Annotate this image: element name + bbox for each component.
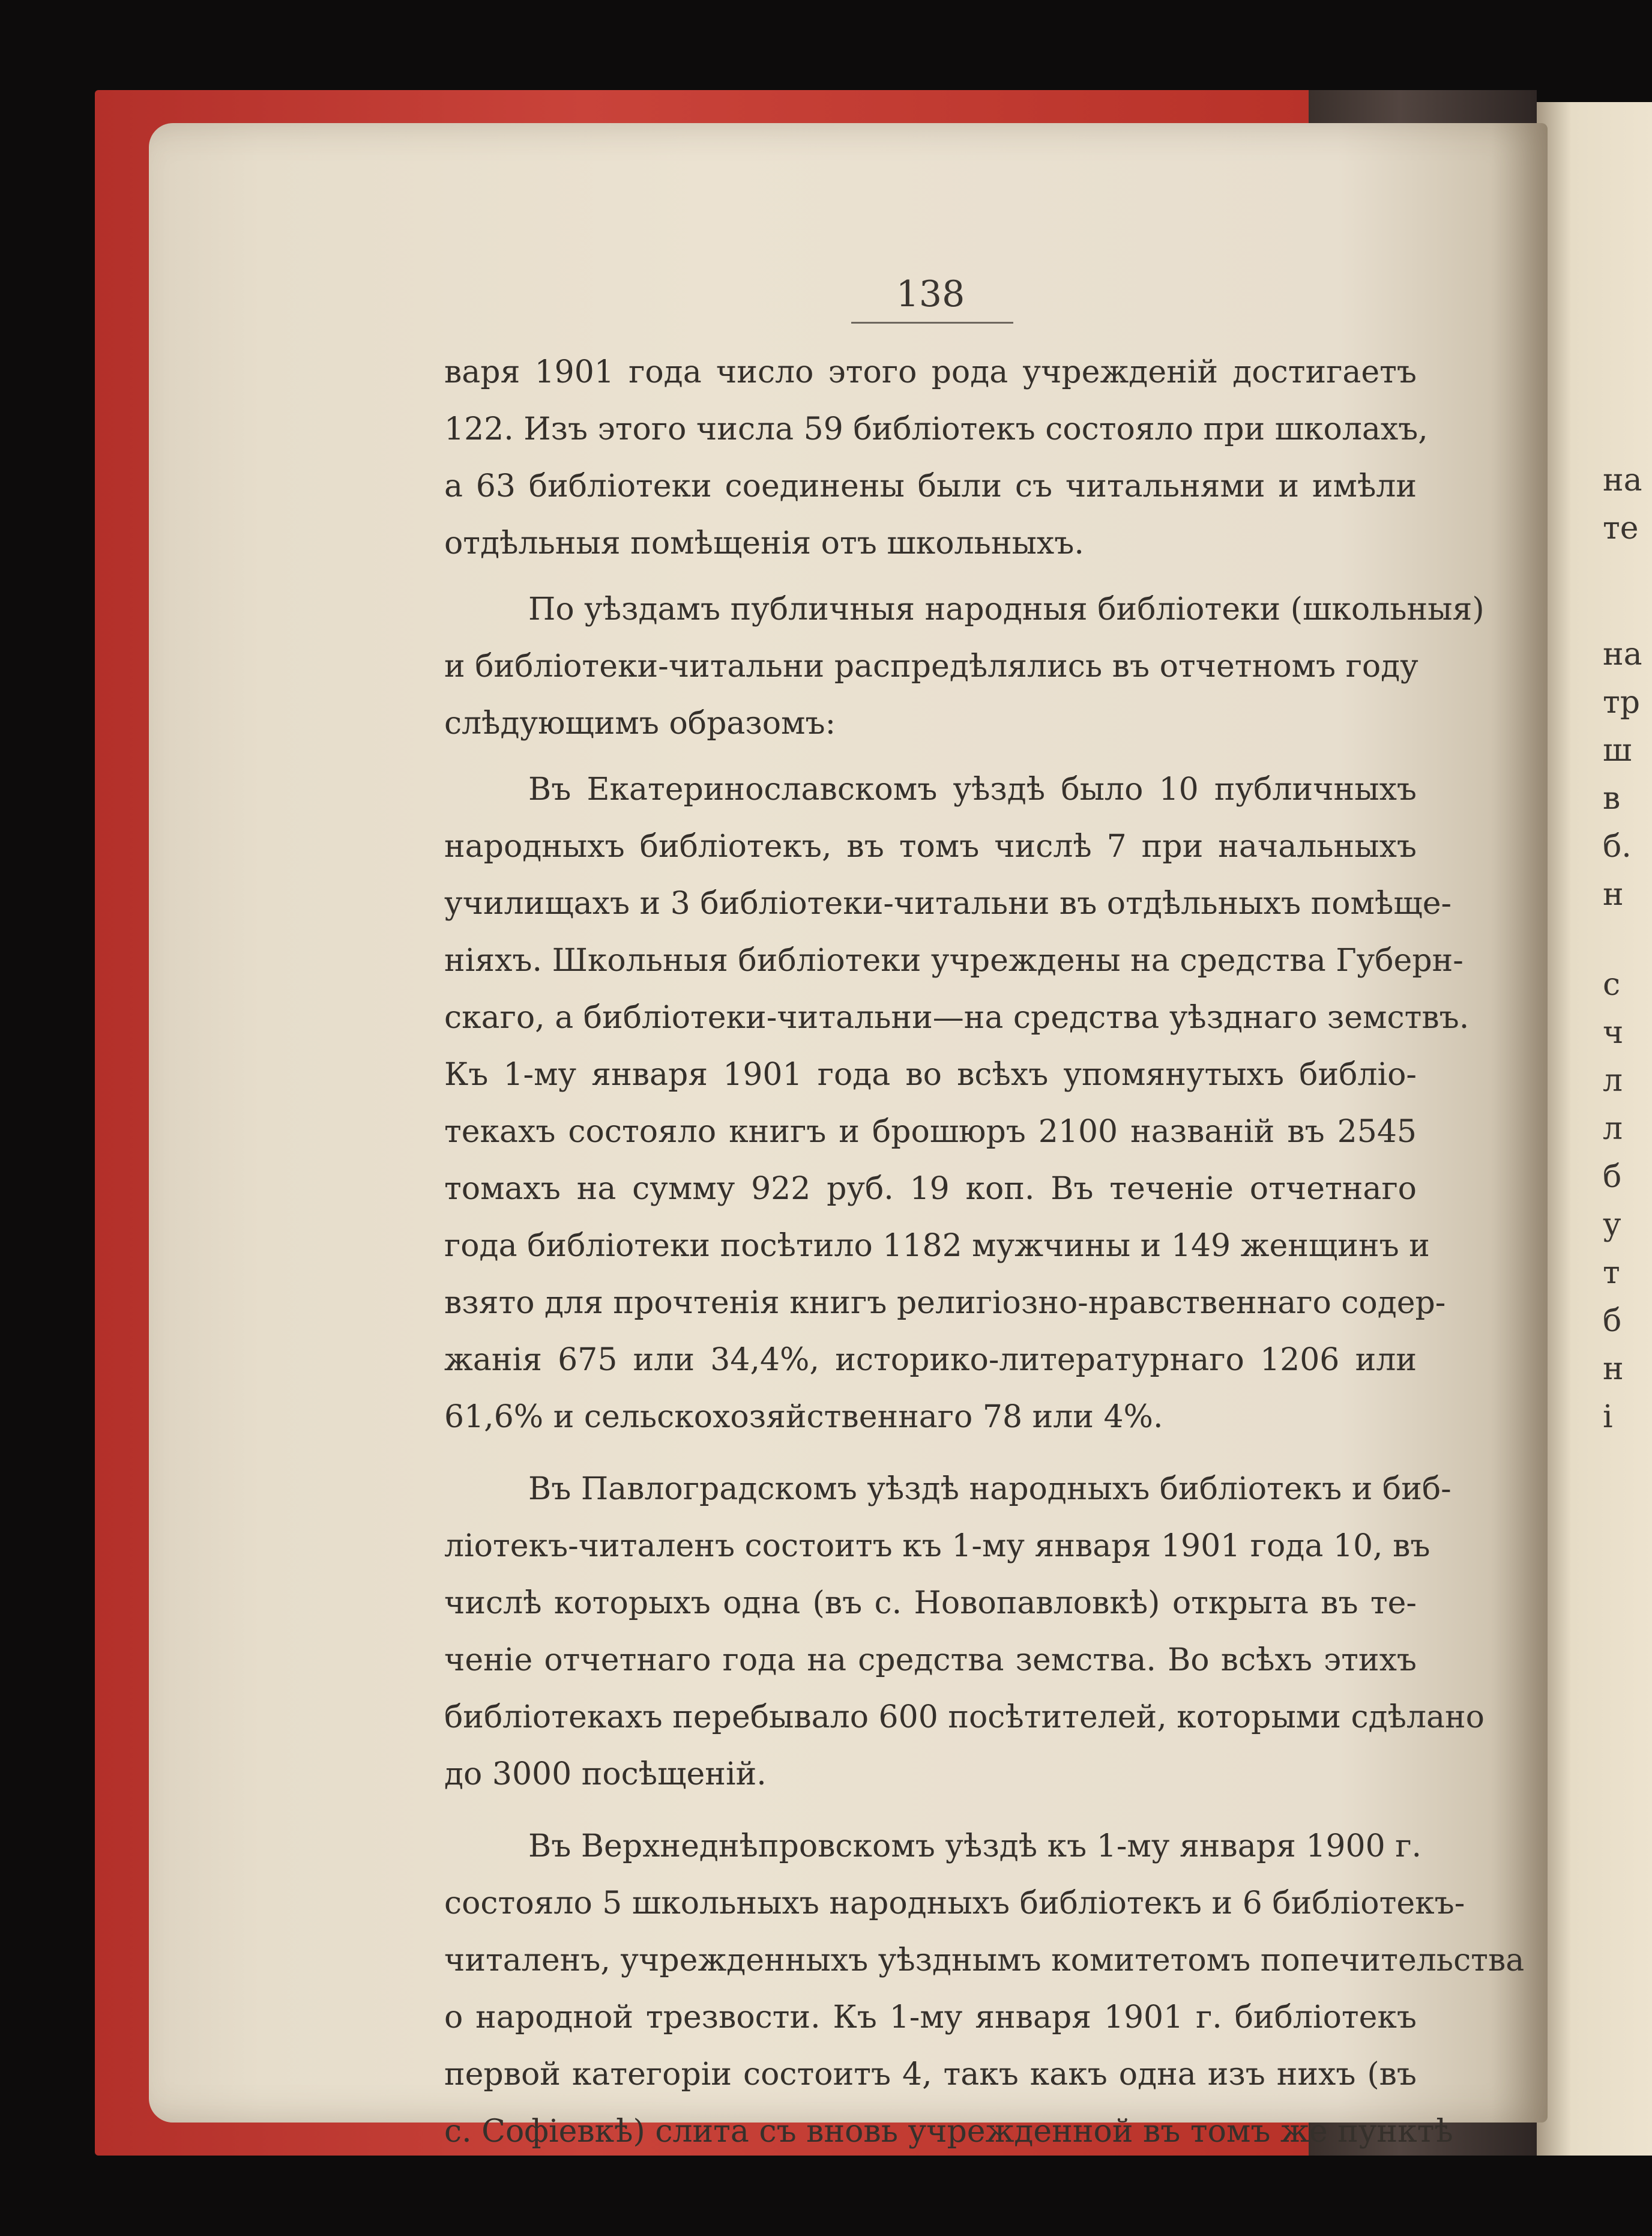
text-line: Въ Верхнеднѣпровскомъ уѣздѣ къ 1-му января 1900 г.: [528, 1828, 1421, 1864]
text-line: читаленъ, учрежденныхъ уѣзднымъ комитетомъ попечительства: [444, 1942, 1525, 1978]
text-line: скаго, а библіотеки-читальни—на средства уѣзднаго земствъ.: [444, 1000, 1470, 1036]
text-line: и библіотеки-читальни распредѣлялись въ отчетномъ году: [444, 648, 1418, 684]
facing-page-fragment: б: [1603, 1303, 1622, 1339]
text-line: о народной трезвости. Къ 1-му января 1901 г. библіотекъ: [444, 1999, 1417, 2035]
facing-page-fragment: л: [1603, 1063, 1623, 1099]
page-number: 138: [896, 273, 965, 315]
facing-page-fragment: б: [1603, 1159, 1622, 1195]
text-line: числѣ которыхъ одна (въ с. Новопавловкѣ) открыта въ те-: [444, 1585, 1417, 1621]
text-line: отдѣльныя помѣщенія отъ школьныхъ.: [444, 525, 1084, 561]
facing-page-fragment: на: [1603, 462, 1642, 498]
text-line: 122. Изъ этого числа 59 библіотекъ состояло при школахъ,: [444, 411, 1428, 447]
facing-page-fragment: те: [1603, 510, 1639, 546]
text-line: По уѣздамъ публичныя народныя библіотеки (школьныя): [528, 591, 1485, 627]
text-line: Къ 1-му января 1901 года во всѣхъ упомянутыхъ библіо-: [444, 1057, 1417, 1093]
text-line: варя 1901 года число этого рода учрежденій достигаетъ: [444, 354, 1417, 390]
facing-page-fragment: н: [1603, 1351, 1624, 1387]
text-line: а 63 библіотеки соединены были съ читальнями и имѣли: [444, 468, 1417, 504]
facing-page-edge: [1537, 102, 1652, 2156]
text-line: томахъ на сумму 922 руб. 19 коп. Въ теченіе отчетнаго: [444, 1171, 1417, 1207]
facing-page-fragment: тр: [1603, 684, 1641, 721]
facing-page-fragment: ш: [1603, 733, 1632, 769]
facing-page-fragment: т: [1603, 1255, 1620, 1291]
text-line: взято для прочтенія книгъ религіозно-нравственнаго содер-: [444, 1285, 1446, 1321]
text-line: училищахъ и 3 библіотеки-читальни въ отдѣльныхъ помѣще-: [444, 886, 1452, 922]
facing-page-fragment: ч: [1603, 1015, 1624, 1051]
facing-page-fragment: б.: [1603, 829, 1632, 865]
text-line: ліотекъ-читаленъ состоитъ къ 1-му января 1901 года 10, въ: [444, 1528, 1430, 1564]
text-line: 61,6% и сельскохозяйственнаго 78 или 4%.: [444, 1399, 1163, 1435]
facing-page-fragment: н: [1603, 877, 1624, 913]
text-line: ченіе отчетнаго года на средства земства. Во всѣхъ этихъ: [444, 1642, 1417, 1678]
text-line: с. Софіевкѣ) слита съ вновь учрежденной въ томъ же пунктѣ: [444, 2114, 1453, 2150]
text-line: состояло 5 школьныхъ народныхъ библіотекъ и 6 библіотекъ-: [444, 1885, 1465, 1921]
text-line: библіотекахъ перебывало 600 посѣтителей, которыми сдѣлано: [444, 1699, 1485, 1735]
facing-page-fragment: i: [1603, 1399, 1613, 1435]
page-number-rule: [851, 322, 1013, 324]
text-line: до 3000 посѣщеній.: [444, 1756, 767, 1792]
text-line: народныхъ библіотекъ, въ томъ числѣ 7 при начальныхъ: [444, 829, 1417, 865]
text-line: Въ Екатеринославскомъ уѣздѣ было 10 публичныхъ: [528, 772, 1417, 808]
facing-page-fragment: в: [1603, 781, 1621, 817]
text-line: первой категоріи состоитъ 4, такъ какъ одна изъ нихъ (въ: [444, 2056, 1417, 2092]
facing-page-fragment: л: [1603, 1111, 1623, 1147]
facing-page-fragment: с: [1603, 967, 1621, 1003]
text-line: слѣдующимъ образомъ:: [444, 706, 836, 742]
text-line: Въ Павлоградскомъ уѣздѣ народныхъ библіотекъ и биб-: [528, 1471, 1452, 1507]
facing-page-fragment: на: [1603, 636, 1642, 672]
text-line: года библіотеки посѣтило 1182 мужчины и 149 женщинъ и: [444, 1228, 1430, 1264]
text-line: жанія 675 или 34,4%, историко-литературнаго 1206 или: [444, 1342, 1417, 1378]
text-line: ніяхъ. Школьныя библіотеки учреждены на средства Губерн-: [444, 943, 1464, 979]
facing-page-fragment: у: [1603, 1207, 1621, 1243]
text-line: текахъ состояло книгъ и брошюръ 2100 названій въ 2545: [444, 1114, 1417, 1150]
